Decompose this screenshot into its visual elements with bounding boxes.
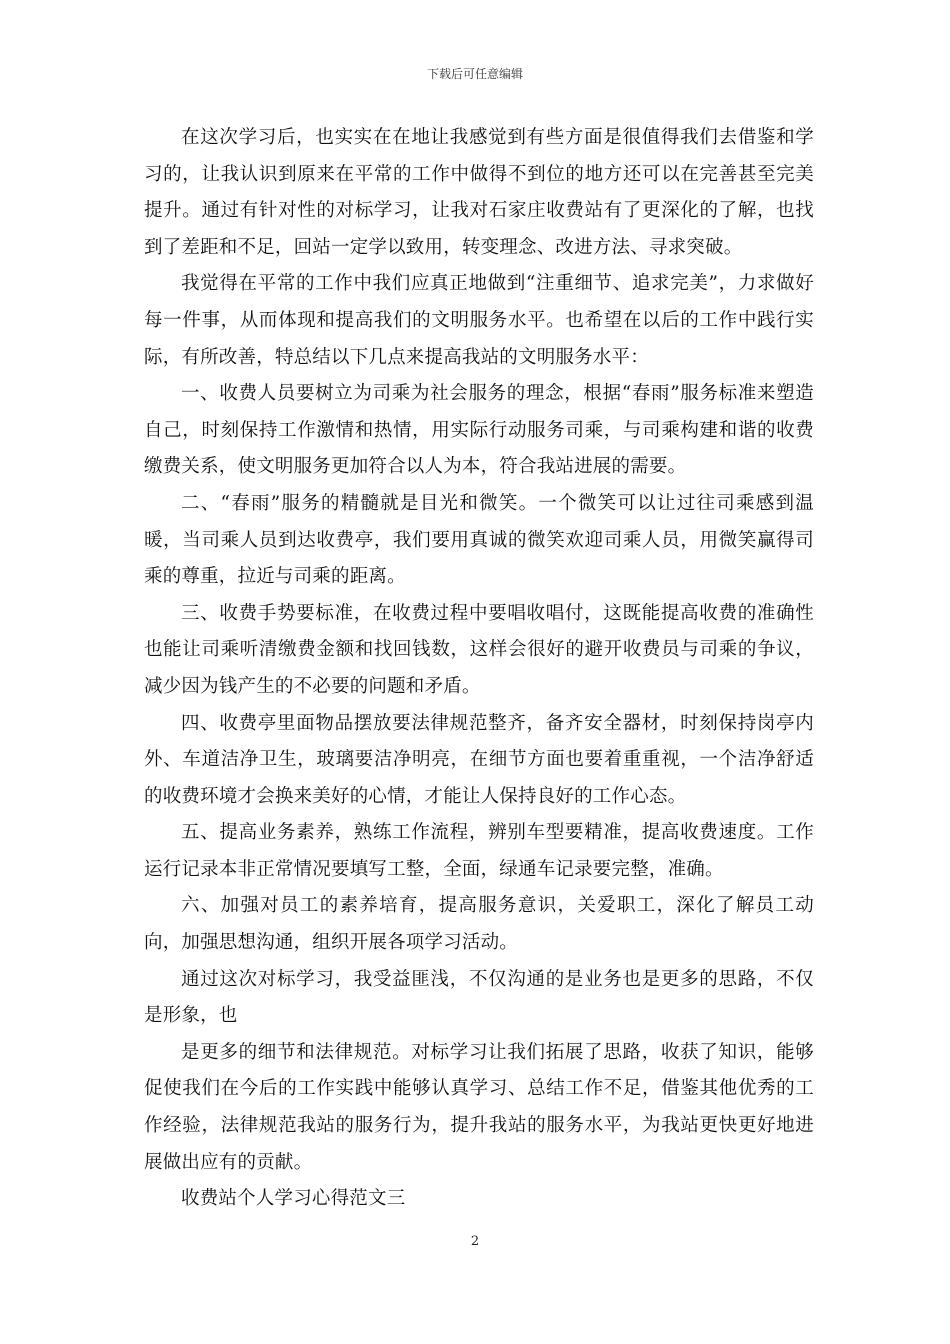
paragraph-point-two: 二、“春雨”服务的精髓就是目光和微笑。一个微笑可以让过往司乘感到温暖，当司乘人员到达收费亭，我们要用真诚的微笑欢迎司乘人员，用微笑赢得司乘的尊重，拉近与司乘的距离。 [144, 492, 814, 588]
paragraph-study-reflection: 在这次学习后，也实实在在地让我感觉到有些方面是很值得我们去借鉴和学习的，让我认识到原来在平常的工作中做得不到位的地方还可以在完善甚至完美提升。通过有针对性的对标学习，让我对石家庄收费站有了更深化的了解，也找到了差距和不足，回站一定学以致用，转变理念、改进方法、寻求突破。 [144, 127, 814, 258]
paragraph-point-six: 六、加强对员工的素养培育，提高服务意识，关爱职工，深化了解员工动向，加强思想沟通，组织开展各项学习活动。 [144, 895, 814, 954]
page-number: 2 [470, 1234, 480, 1249]
page-header: 下载后可任意编辑 [426, 67, 523, 81]
paragraph-attention-to-detail: 我觉得在平常的工作中我们应真正地做到“注重细节、追求完美”，力求做好每一件事，从而体现和提高我们的文明服务水平。也希望在以后的工作中践行实际，有所改善，特总结以下几点来提高我站的文明服务水平： [144, 273, 814, 368]
paragraph-point-one: 一、收费人员要树立为司乘为社会服务的理念，根据“春雨”服务标准来塑造自己，时刻保持工作激情和热情，用实际行动服务司乘，与司乘构建和谐的收费缴费关系，使文明服务更加符合以人为本，符合我站进展的需要。 [144, 383, 814, 478]
paragraph-point-four: 四、收费亭里面物品摆放要法律规范整齐，备齐安全器材，时刻保持岗亭内外、车道洁净卫生，玻璃要洁净明亮，在细节方面也要着重重视，一个洁净舒适的收费环境才会换来美好的心情，才能让人保持良好的工作心态。 [144, 712, 814, 807]
paragraph-conclusion-continued: 是更多的细节和法律规范。对标学习让我们拓展了思路，收获了知识，能够促使我们在今后的工作实践中能够认真学习、总结工作不足，借鉴其他优秀的工作经验，法律规范我站的服务行为，提升我站的服务水平，为我站更快更好地进展做出应有的贡献。 [144, 1041, 814, 1173]
paragraph-point-three: 三、收费手势要标准，在收费过程中要唱收唱付，这既能提高收费的准确性也能让司乘听清缴费金额和找回钱数，这样会很好的避开收费员与司乘的争议，减少因为钱产生的不必要的问题和矛盾。 [144, 602, 814, 697]
section-heading-sample-three: 收费站个人学习心得范文三 [181, 1188, 406, 1210]
document-body [144, 120, 814, 1218]
paragraph-point-five: 五、提高业务素养，熟练工作流程，辨别车型要精准，提高收费速度。工作运行记录本非正常情况要填写工整，全面，绿通车记录要完整，准确。 [144, 822, 814, 880]
paragraph-conclusion-start: 通过这次对标学习，我受益匪浅，不仅沟通的是业务也是更多的思路，不仅是形象，也 [144, 968, 814, 1027]
